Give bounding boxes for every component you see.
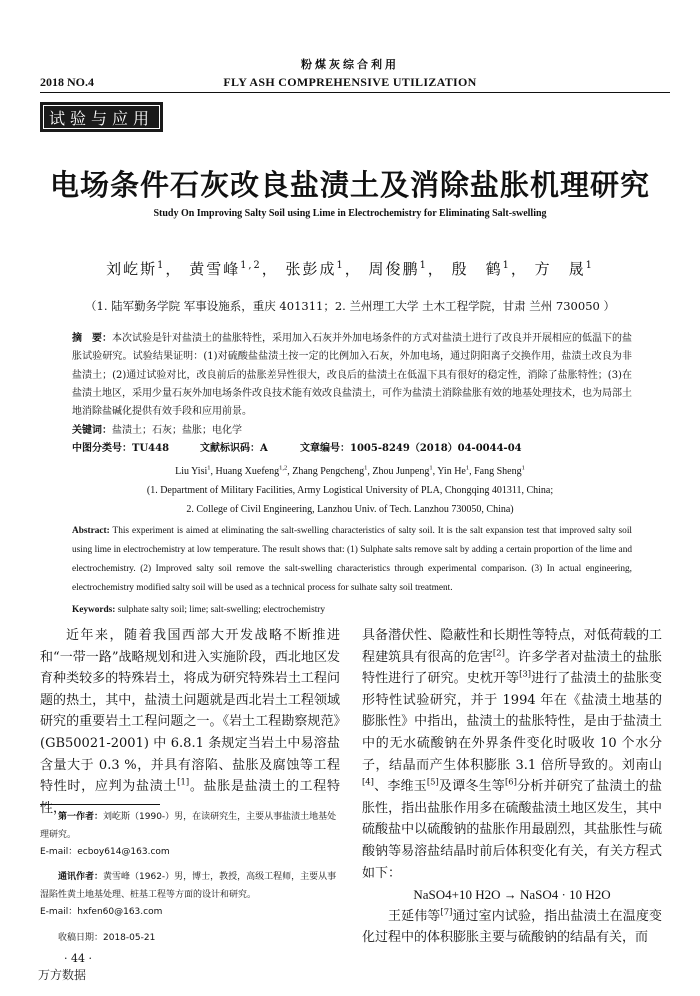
citation: [6] bbox=[504, 776, 517, 787]
author-affil-sup: 1 bbox=[465, 464, 470, 472]
author-affil-sup: 1 bbox=[521, 464, 525, 472]
author-name-en: Liu Yisi bbox=[175, 466, 208, 477]
author-affil-sup: 1,2 bbox=[279, 464, 288, 472]
author-affil-sup: 1 bbox=[157, 260, 166, 271]
section-label: 试验与应用 bbox=[48, 109, 154, 128]
footnote-rule bbox=[40, 804, 160, 805]
section-label-box bbox=[40, 102, 163, 132]
footnote-corresponding-author: 通讯作者：黄雪峰（1962-）男，博士，教授，高级工程师，主要从事湿陷性黄土地基处理、桩基工程等方面的设计和研究。 E-mail：hxfen60@163.com bbox=[40, 872, 337, 917]
author-affil-sup: 1 bbox=[207, 464, 211, 472]
abstract-en bbox=[72, 522, 632, 598]
abstract-cn-label: 摘 要： bbox=[72, 333, 112, 344]
first-author-email: E-mail：ecboy614@163.com bbox=[40, 847, 170, 857]
citation: [5] bbox=[426, 776, 439, 787]
author-name: 方 晟 bbox=[534, 260, 586, 278]
chemical-equation: NaSO4+10 H2O → NaSO4 · 10 H2O bbox=[413, 887, 611, 903]
author-separator: , bbox=[432, 466, 438, 477]
body-paragraph: 近年来，随着我国西部大开发战略不断推进和“一带一路”战略规划和进入实施阶段，西北地区发育种类较多的特殊岩土，将成为研究特殊岩土工程问题的热土，其中，盐渍土问题就是西北岩土工程领域研究的重要岩土工程问题之一。《岩土工程勘察规范》(GB50021-2001) 中 6.8.1 条规定当岩土中易溶盐含量大于 0.3 %，并具有溶陷、盐胀及腐蚀等工程特性时，应判为盐渍土[1]。盐胀是盐渍土的工程特性， bbox=[40, 628, 340, 816]
author-separator: ， bbox=[510, 260, 528, 278]
keywords-cn-text: 盐渍土；石灰；盐胀；电化学 bbox=[112, 425, 242, 436]
author-name-en: Yin He bbox=[437, 466, 466, 477]
journal-name-en: FLY ASH COMPREHENSIVE UTILIZATION bbox=[223, 75, 477, 89]
page-number: · 44 · bbox=[64, 952, 92, 965]
author-name: 张彭成 bbox=[285, 260, 337, 278]
author-affil-sup: 1 bbox=[364, 464, 368, 472]
body-left-column bbox=[40, 625, 340, 819]
author-affil-sup: 1 bbox=[585, 260, 594, 271]
author-name-en: Huang Xuefeng bbox=[215, 466, 280, 477]
keywords-en-text: sulphate salty soil; lime; salt-swelling; electrochemistry bbox=[115, 605, 326, 615]
keywords-cn bbox=[72, 422, 632, 440]
classification-row bbox=[72, 440, 632, 458]
abstract-cn bbox=[72, 330, 632, 421]
corresponding-author-email: E-mail：hxfen60@163.com bbox=[40, 907, 163, 917]
abstract-cn-text: 本次试验是针对盐渍土的盐胀特性，采用加入石灰并外加电场条件的方式对盐渍土进行了改良并开展相应的低温下的盐胀试验研究。试验结果证明：(1)对硫酸盐盐渍土按一定的比例加入石灰，外加电场，通过阴阳离子交换作用，盐渍土改良为非盐渍土；(2)通过试验对比，改良前后的盐胀差异性很大，改良后的盐渍土在低温下具有很好的稳定性，消除了盐胀特性；(3)在盐渍土地区，采用少量石灰外加电场条件改良技术能有效改良盐渍土，可作为盐渍土消除盐胀有效的地基处理技术，也为局部土地消除盐碱化提供有效手段和应用前景。 bbox=[72, 333, 632, 418]
keywords-en-label: Keywords: bbox=[72, 605, 116, 615]
footnote-received-date: 收稿日期：2018-05-21 bbox=[58, 933, 156, 943]
author-separator: ， bbox=[427, 260, 445, 278]
author-separator: ， bbox=[261, 260, 279, 278]
author-separator: , bbox=[210, 466, 216, 477]
clc-code: 中图分类号：TU448 bbox=[72, 443, 170, 454]
title-cn: 电场条件石灰改良盐渍土及消除盐胀机理研究 bbox=[49, 168, 650, 202]
author-affil-sup: 1 bbox=[502, 260, 511, 271]
author-name-en: Fang Sheng bbox=[474, 466, 522, 477]
issue-number: 2018 NO.4 bbox=[40, 75, 94, 89]
keywords-en bbox=[72, 601, 632, 619]
author-affil-sup: 1 bbox=[419, 260, 428, 271]
author-separator: , bbox=[367, 466, 373, 477]
author-separator: ， bbox=[165, 260, 183, 278]
affiliation-cn: （1. 陆军勤务学院 军事设施系，重庆 401311；2. 兰州理工大学 土木工程学院，甘肃 兰州 730050 ） bbox=[85, 299, 615, 313]
authors-cn bbox=[0, 258, 700, 279]
body-paragraph: 具备潜伏性、隐蔽性和长期性等特点，对低荷载的工程建筑具有很高的危害[2]。许多学者对盐渍土的盐胀特性进行了研究。史枕开等[3]进行了盐渍土的盐胀变形特性试验研究，并于 1994 年在《盐渍土地基的膨胀性》中指出，盐渍土的盐胀特性，是由于盐渍土中的无水硫酸钠在外界条件变化时吸收 10 个水分子，结晶而产生体积膨胀 3.1 倍所导致的。刘南山[4]、李维玉[5]及谭冬生等[6]分析并研究了盐渍土的盐胀性，指出盐胀作用多在硫酸盐渍土地区发生，其中硫酸盐中以硫酸钠的盐胀作用最剧烈，其盐胀性与硫酸钠等易溶盐结晶时前后体积变化有关，有关方程式如下： bbox=[362, 628, 662, 881]
author-name: 周俊鹏 bbox=[368, 260, 420, 278]
document-code: 文献标识码：A bbox=[200, 443, 268, 454]
abstract-en-text: This experiment is aimed at eliminating the salt-swelling characteristics of salty soil. It is the salt expansion test that improved salty soil using lime in electrochemistry at low temperature. The result shows that: (1) Sulphate salts remove salt by adding a certain proportion of the lime and electrochemistry. (2) Improved salty soil remove the salt-swelling characteristics through experimental comparison. (3) In actual engineering, electrochemistry modified salty soil will be used as a technical process for sulhate salty soil treatment. bbox=[72, 526, 632, 593]
author-affil-sup: 1 bbox=[429, 464, 433, 472]
citation: [2] bbox=[492, 647, 505, 658]
author-separator: , bbox=[287, 466, 293, 477]
citation: [4] bbox=[362, 776, 374, 787]
author-name: 黄雪峰 bbox=[189, 260, 241, 278]
authors-en bbox=[0, 466, 700, 477]
body-paragraph: 王延伟等[7]通过室内试验，指出盐渍土在温度变化过程中的体积膨胀主要与硫酸钠的结晶有关，而 bbox=[362, 906, 662, 946]
author-name-en: Zhang Pengcheng bbox=[292, 466, 365, 477]
author-name-en: Zhou Junpeng bbox=[372, 466, 430, 477]
affiliation-en-1: (1. Department of Military Facilities, Army Logistical University of PLA, Chongqing 401311, China; bbox=[146, 485, 554, 496]
title-en: Study On Improving Salty Soil using Lime in Electrochemistry for Eliminating Salt-swelling bbox=[153, 208, 547, 219]
author-name: 刘屹斯 bbox=[106, 260, 158, 278]
citation: [3] bbox=[519, 668, 532, 679]
keywords-cn-label: 关键词： bbox=[72, 425, 112, 436]
body-right-column bbox=[362, 625, 662, 949]
affiliation-en-2: 2. College of Civil Engineering, Lanzhou Univ. of Tech. Lanzhou 730050, China) bbox=[186, 504, 514, 515]
journal-name-cn: 粉煤灰综合利用 bbox=[301, 58, 399, 71]
abstract-en-label: Abstract: bbox=[72, 526, 110, 536]
citation: [1] bbox=[177, 776, 190, 787]
author-affil-sup: 1 bbox=[336, 260, 345, 271]
author-name: 殷 鹤 bbox=[451, 260, 503, 278]
author-separator: ， bbox=[344, 260, 362, 278]
watermark: 万方数据 bbox=[38, 968, 87, 982]
article-number: 文章编号：1005-8249（2018）04-0044-04 bbox=[300, 443, 522, 454]
author-separator: , bbox=[469, 466, 475, 477]
footnote-first-author: 第一作者：刘屹斯（1990-）男，在读研究生，主要从事盐渍土地基处理研究。 E-mail：ecboy614@163.com bbox=[40, 812, 337, 857]
header-rule bbox=[40, 92, 670, 93]
author-affil-sup: 1,2 bbox=[240, 260, 262, 271]
citation: [7] bbox=[440, 906, 453, 917]
